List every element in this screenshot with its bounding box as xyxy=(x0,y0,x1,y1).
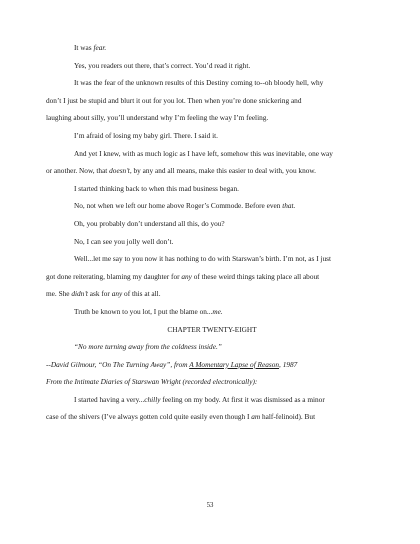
epigraph-quote: “No more turning away from the coldness inside.” xyxy=(74,342,222,352)
paragraph-line: me. She didn’t ask for any of this at all. xyxy=(46,289,161,299)
body-text xyxy=(46,39,378,426)
paragraph-line: got done reiterating, blaming my daughter for any of these weird things taking place all about xyxy=(46,271,320,281)
paragraph-line: don’t I just be stupid and blurt it out for you lot. Then when you’re done snickering and xyxy=(46,95,302,105)
paragraph: It was the fear of the unknown results of this Destiny coming to--oh bloody hell, why xyxy=(74,78,324,88)
epigraph-attribution: --David Gilmour, “On The Turning Away”, from A Momentary Lapse of Reason, 1987 xyxy=(46,359,298,369)
chapter-heading: CHAPTER TWENTY-EIGHT xyxy=(167,324,257,334)
paragraph-line: case of the shivers (I’ve always gotten cold quite easily even though I am half-felinoid). But xyxy=(46,412,316,422)
paragraph: I started having a very...chilly feeling on my body. At first it was dismissed as a minor xyxy=(74,394,325,404)
paragraph: I’m afraid of losing my baby girl. There. I said it. xyxy=(74,130,218,140)
paragraph: Truth be known to you lot, I put the blame on...me. xyxy=(74,306,223,316)
paragraph: Yes, you readers out there, that’s correct. You’d read it right. xyxy=(74,60,251,70)
paragraph: Well...let me say to you now it has nothing to do with Starswan’s birth. I’m not, as I just xyxy=(74,254,332,264)
paragraph: No, I can see you jolly well don’t. xyxy=(74,236,174,246)
paragraph: I started thinking back to when this mad business began. xyxy=(74,183,239,193)
paragraph: It was fear. xyxy=(74,43,107,52)
paragraph: And yet I knew, with as much logic as I have left, somehow this was inevitable, one way xyxy=(74,148,333,158)
paragraph-line: laughing about silly, you’ll understand why I’m feeling the way I’m feeling. xyxy=(46,113,269,123)
page-number: 53 xyxy=(206,502,214,509)
paragraph-line: or another. Now, that doesn’t, by any and all means, make this easier to deal with, you know. xyxy=(46,166,316,176)
diary-source: From the Intimate Diaries of Starswan Wright (recorded electronically): xyxy=(46,377,258,387)
paragraph: No, not when we left our home above Roger’s Commode. Before even that. xyxy=(74,201,296,211)
paragraph: Oh, you probably don’t understand all this, do you? xyxy=(74,218,225,228)
